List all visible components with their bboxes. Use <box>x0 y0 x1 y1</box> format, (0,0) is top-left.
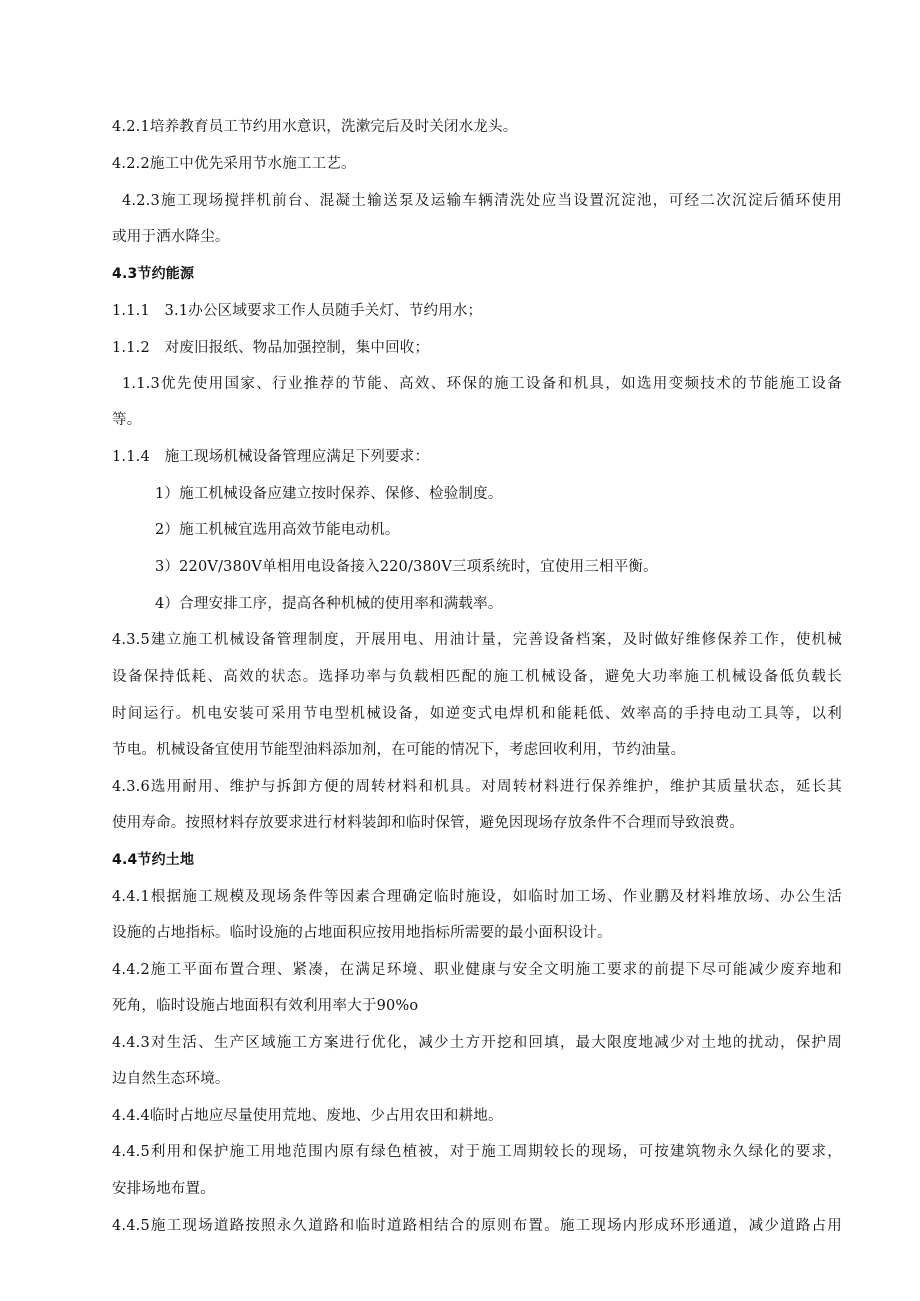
para-4-2-2: 4.2.2施工中优先采用节水施工工艺。 <box>112 156 356 172</box>
para-4-4-5b-line-1: 4.4.5施工现场道路按照永久道路和临时道路相结合的原则布置。施工现场内形成环形通道，减少道路占用 <box>112 1218 842 1234</box>
para-4-4-1-line-1: 4.4.1根据施工规模及现场条件等因素合理确定临时施设，如临时加工场、作业鹏及材料堆放场、办公生活 <box>112 889 842 905</box>
para-4-2-1: 4.2.1培养教育员工节约用水意识，洗漱完后及时关闭水龙头。 <box>112 119 518 135</box>
list-item-1: 1）施工机械设备应建立按时保养、保修、检验制度。 <box>155 486 503 502</box>
para-1-1-1: 1.1.1 3.1办公区域要求工作人员随手关灯、节约用水； <box>112 303 483 319</box>
section-heading-4-3: 4.3节约能源 <box>112 266 195 282</box>
para-4-3-6-line-1: 4.3.6选用耐用、维护与拆卸方便的周转材料和机具。对周转材料进行保养维护，维护其质量状态，延长其 <box>112 779 842 795</box>
para-1-1-3-line-1: 1.1.3优先使用国家、行业推荐的节能、高效、环保的施工设备和机具，如选用变频技术的节能施工设备 <box>122 376 842 392</box>
para-1-1-4: 1.1.4 施工现场机械设备管理应满足下列要求： <box>112 449 430 465</box>
para-4-2-3-line-1: 4.2.3施工现场搅拌机前台、混凝土输送泵及运输车辆清洗处应当设置沉淀池，可经二次沉淀后循环使用 <box>122 193 842 209</box>
para-4-4-5-line-1: 4.4.5利用和保护施工用地范围内原有绿色植被，对于施工周期较长的现场，可按建筑物永久绿化的要求， <box>112 1144 842 1160</box>
para-4-4-3-line-1: 4.4.3对生活、生产区域施工方案进行优化，减少土方开挖和回填，最大限度地减少对土地的扰动，保护周 <box>112 1035 842 1051</box>
para-1-1-3-line-2: 等。 <box>112 412 142 428</box>
list-item-4: 4）合理安排工序，提高各种机械的使用率和满载率。 <box>155 596 503 612</box>
para-4-4-1-line-2: 设施的占地指标。临时设施的占地面积应按用地指标所需要的最小面积设计。 <box>112 925 612 941</box>
para-4-4-2-line-2: 死角，临时设施占地面积有效利用率大于90%o <box>112 998 419 1014</box>
para-4-3-5-line-3: 时间运行。机电安装可采用节电型机械设备，如逆变式电焊机和能耗低、效率高的手持电动工具等，以利 <box>112 706 842 722</box>
para-4-3-5-line-2: 设备保持低耗、高效的状态。选择功率与负载相匹配的施工机械设备，避免大功率施工机械设备低负载长 <box>112 669 842 685</box>
para-4-3-5-line-1: 4.3.5建立施工机械设备管理制度，开展用电、用油计量，完善设备档案，及时做好维修保养工作，使机械 <box>112 632 842 648</box>
list-item-3: 3）220V/380V单相用电设备接入220/380V三项系统时，宜使用三相平衡。 <box>155 559 658 575</box>
para-1-1-2: 1.1.2 对废旧报纸、物品加强控制，集中回收； <box>112 340 430 356</box>
para-4-3-5-line-4: 节电。机械设备宜使用节能型油料添加剂，在可能的情况下，考虑回收利用，节约油量。 <box>112 742 686 758</box>
para-4-4-5-line-2: 安排场地布置。 <box>112 1181 215 1197</box>
para-4-3-6-line-2: 使用寿命。按照材料存放要求进行材料装卸和临时保管，避免因现场存放条件不合理而导致浪费。 <box>112 815 745 831</box>
para-4-4-2-line-1: 4.4.2施工平面布置合理、紧凑，在满足环境、职业健康与安全文明施工要求的前提下尽可能减少废弃地和 <box>112 962 842 978</box>
para-4-2-3-line-2: 或用于洒水降尘。 <box>112 229 230 245</box>
para-4-4-3-line-2: 边自然生态环境。 <box>112 1071 230 1087</box>
list-item-2: 2）施工机械宜选用高效节能电动机。 <box>155 522 400 538</box>
section-heading-4-4: 4.4节约土地 <box>112 852 195 868</box>
para-4-4-4: 4.4.4临时占地应尽量使用荒地、废地、少占用农田和耕地。 <box>112 1108 503 1124</box>
